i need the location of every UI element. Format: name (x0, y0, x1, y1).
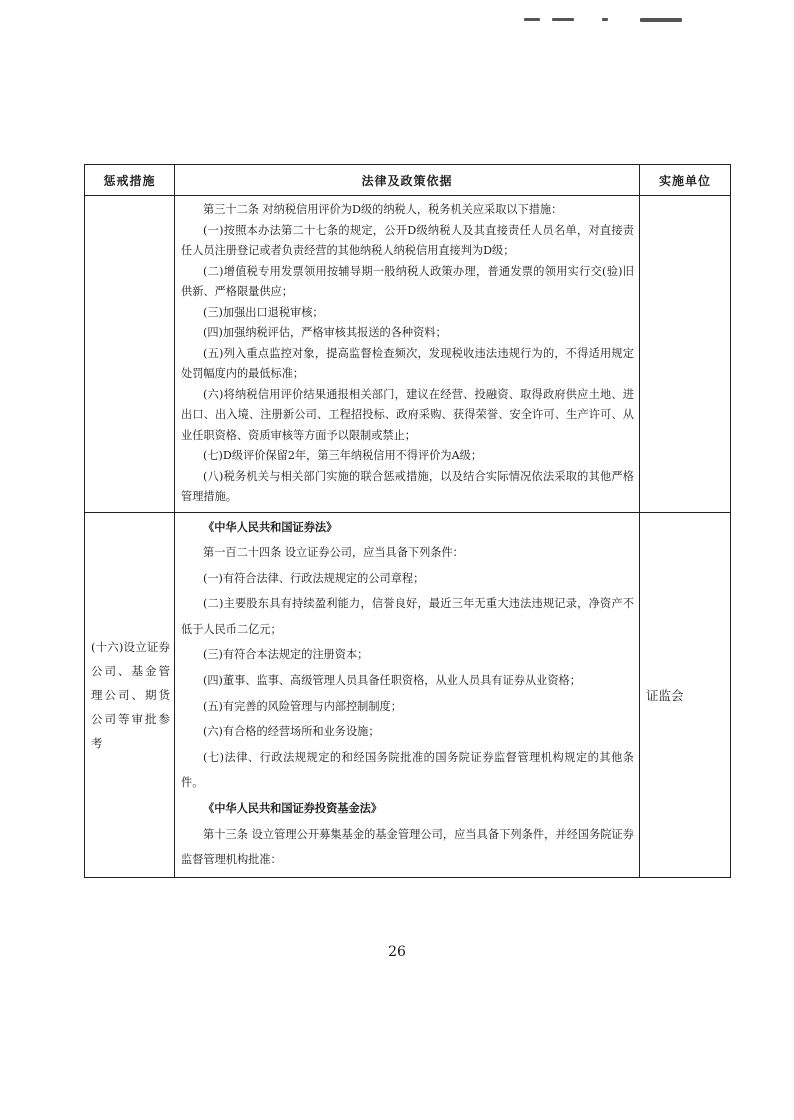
paragraph: 第三十二条 对纳税信用评价为D级的纳税人，税务机关应采取以下措施： (203, 203, 563, 216)
table-row (85, 196, 731, 513)
page-number: 26 (388, 944, 406, 960)
legal-basis-cell (175, 512, 640, 877)
paragraph: (七)D级评价保留2年，第三年纳税信用不得评价为A级； (203, 449, 483, 462)
law-title: 《中华人民共和国证券法》 (203, 519, 338, 534)
paragraph: (一)按照本办法第二十七条的规定，公开D级纳税人及其直接责任人员名单，对直接责任人员注册登记或者负责经营的其他纳税人纳税信用直接判为D级； (181, 223, 634, 257)
scan-artifact (640, 18, 682, 22)
paragraph: (四)加强纳税评估，严格审核其报送的各种资料； (203, 326, 447, 339)
paragraph: (四)董事、监事、高级管理人员具备任职资格，从业人员具有证券从业资格； (203, 674, 581, 688)
header-legal-basis: 法律及政策依据 (175, 165, 640, 196)
paragraph: (六)有合格的经营场所和业务设施； (203, 725, 380, 739)
implementing-unit-cell: 证监会 (640, 512, 731, 877)
paragraph: (一)有符合法律、行政法规规定的公司章程； (203, 571, 425, 585)
measure-cell-empty (85, 196, 175, 513)
paragraph: (三)有符合本法规定的注册资本； (203, 648, 369, 662)
header-measure: 惩戒措施 (85, 165, 175, 196)
policy-table (84, 164, 731, 878)
scan-artifact (552, 18, 574, 21)
table-header-row (85, 165, 731, 196)
paragraph: 第十三条 设立管理公开募集基金的基金管理公司，应当具备下列条件，并经国务院证券监督管理机构批准： (181, 827, 634, 867)
legal-basis-cell (175, 196, 640, 513)
measure-cell: (十六)设立证券公司、基金管理公司、期货公司等审批参考 (85, 512, 175, 877)
paragraph: 第一百二十四条 设立证券公司，应当具备下列条件： (203, 546, 464, 560)
paragraph: (五)列入重点监控对象，提高监督检查频次，发现税收违法违规行为的，不得适用规定处罚幅度内的最低标准； (181, 346, 634, 380)
paragraph: (三)加强出口退税审核； (203, 305, 324, 319)
paragraph: (七)法律、行政法规规定的和经国务院批准的国务院证券监督管理机构规定的其他条件。 (181, 750, 634, 790)
paragraph: (二)主要股东具有持续盈利能力，信誉良好，最近三年无重大违法违规记录，净资产不低于人民币二亿元； (181, 597, 634, 636)
paragraph: (二)增值税专用发票领用按辅导期一般纳税人政策办理，普通发票的领用实行交(验)旧供新、严格限量供应； (181, 264, 634, 298)
table-row (85, 512, 731, 877)
paragraph: (八)税务机关与相关部门实施的联合惩戒措施，以及结合实际情况依法采取的其他严格管理措施。 (181, 469, 634, 503)
scan-artifact (524, 18, 540, 21)
unit-cell-empty (640, 196, 731, 513)
paragraph: (五)有完善的风险管理与内部控制制度； (203, 699, 402, 713)
law-title: 《中华人民共和国证券投资基金法》 (203, 801, 383, 816)
scan-artifact (602, 18, 608, 21)
header-implementing-unit: 实施单位 (640, 165, 731, 196)
paragraph: (六)将纳税信用评价结果通报相关部门，建议在经营、投融资、取得政府供应土地、进出口、出入境、注册新公司、工程招投标、政府采购、获得荣誉、安全许可、生产许可、从业任职资格、资质审核等方面予以限制或禁止； (181, 387, 634, 442)
